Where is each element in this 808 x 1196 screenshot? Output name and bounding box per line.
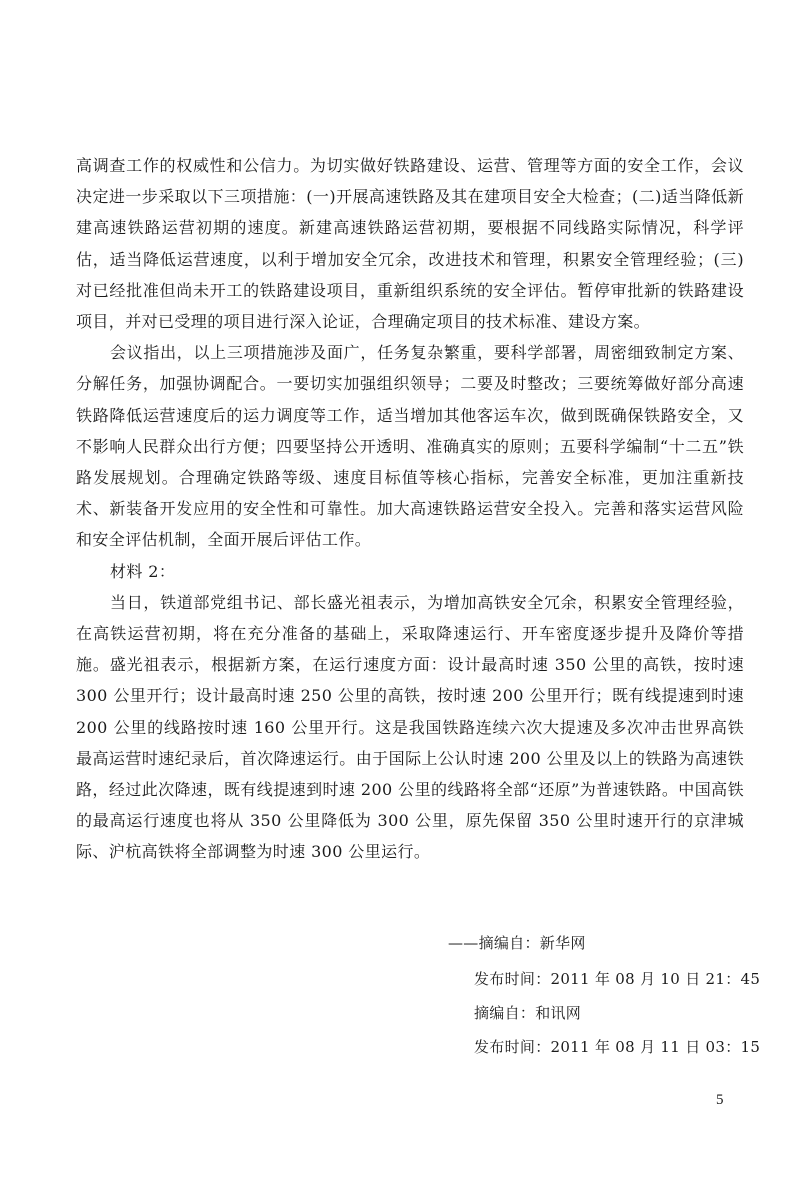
publish-time-hexun: 发布时间：2011 年 08 月 11 日 03：15: [474, 1038, 761, 1056]
body-text: [76, 150, 744, 868]
paragraph-continued: 高调查工作的权威性和公信力。为切实做好铁路建设、运营、管理等方面的安全工作，会议决定进一步采取以下三项措施：(一)开展高速铁路及其在建项目安全大检查；(二)适当降低新建高速铁路运营初期的速度。新建高速铁路运营初期，要根据不同线路实际情况，科学评估，适当降低运营速度，以利于增加安全冗余，改进技术和管理，积累安全管理经验；(三)对已经批准但尚未开工的铁路建设项目，重新组织系统的安全评估。暂停审批新的铁路建设项目，并对已受理的项目进行深入论证，合理确定项目的技术标准、建设方案。: [76, 156, 744, 332]
material-heading: 材料 2：: [110, 561, 176, 581]
publish-time-xinhua: 发布时间：2011 年 08 月 10 日 21：45: [474, 970, 761, 988]
source-xinhua: ——摘编自：新华网: [448, 934, 586, 952]
paragraph-meeting: 会议指出，以上三项措施涉及面广，任务复杂繁重，要科学部署，周密细致制定方案、分解任务，加强协调配合。一要切实加强组织领导；二要及时整改；三要统筹做好部分高速铁路降低运营速度后的运力调度等工作，适当增加其他客运车次，做到既确保铁路安全，又不影响人民群众出行方便；四要坚持公开透明、准确真实的原则；五要科学编制“十二五”铁路发展规划。合理确定铁路等级、速度目标值等核心指标，完善安全标准，更加注重新技术、新装备开发应用的安全性和可靠性。加大高速铁路运营安全投入。完善和落实运营风险和安全评估机制，全面开展后评估工作。: [76, 343, 744, 550]
source-hexun: 摘编自：和讯网: [474, 1004, 582, 1022]
paragraph-material-2: 当日，铁道部党组书记、部长盛光祖表示，为增加高铁安全冗余，积累安全管理经验，在高铁运营初期，将在充分准备的基础上，采取降速运行、开车密度逐步提升及降价等措施。盛光祖表示，根据新方案，在运行速度方面：设计最高时速 350 公里的高铁，按时速 300 公里开行；设计最高时速 250 公里的高铁，按时速 200 公里开行；既有线提速到时速 200 公里的线路按时速 160 公里开行。这是我国铁路连续六次大提速及多次冲击世界高铁最高运营时速纪录后，首次降速运行。由于国际上公认时速 200 公里及以上的铁路为高速铁路，经过此次降速，既有线提速到时速 200 公里的线路将全部“还原”为普速铁路。中国高铁的最高运行速度也将从 350 公里降低为 300 公里，原先保留 350 公里时速开行的京津城际、沪杭高铁将全部调整为时速 300 公里运行。: [76, 592, 744, 862]
page-number: 5: [716, 1092, 724, 1108]
